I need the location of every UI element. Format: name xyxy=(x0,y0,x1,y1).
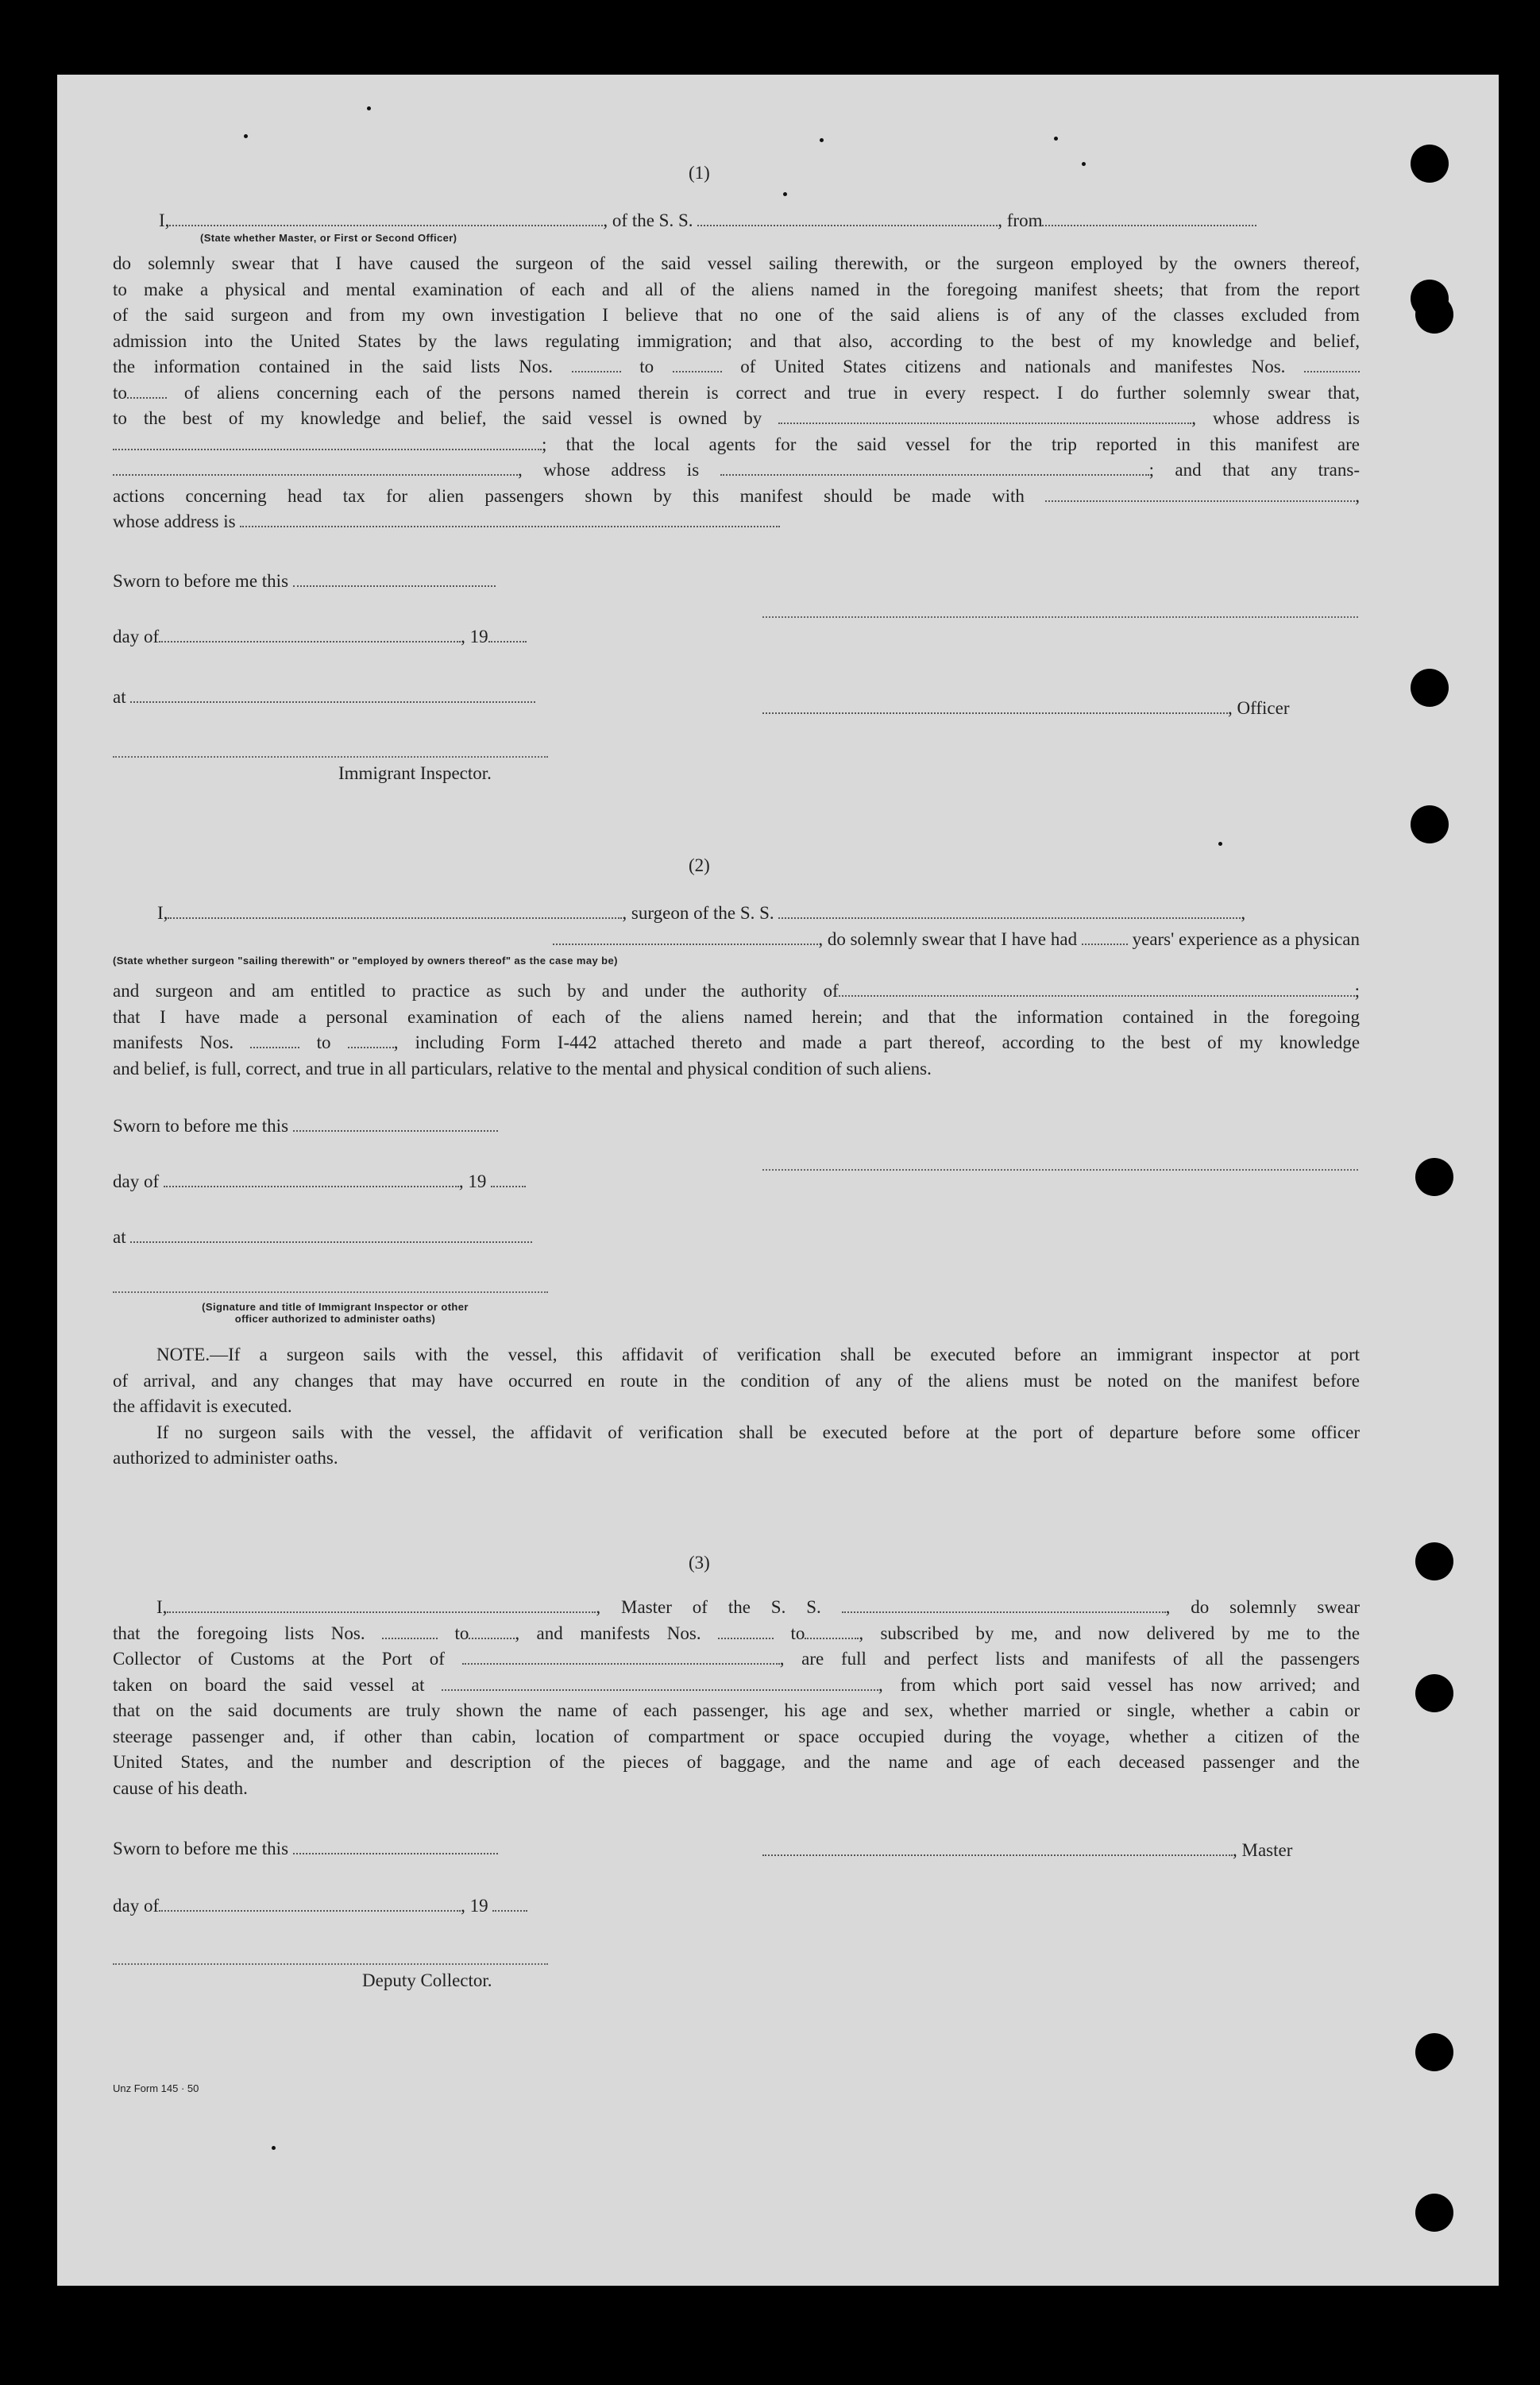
text-i: I, xyxy=(159,210,170,230)
s2-month-field[interactable] xyxy=(164,1173,459,1187)
s2-manifest-to-field[interactable] xyxy=(348,1034,394,1048)
s2-at-line: at xyxy=(113,1225,532,1251)
s1-line-head-tax: actions concerning head tax for alien passengers shown by this manifest should be made with , xyxy=(113,485,1361,506)
s3-line-master: I, , Master of the S. S. , do solemnly swear xyxy=(156,1597,1361,1617)
s2-manifest-from-field[interactable] xyxy=(250,1034,299,1048)
note-line: NOTE.—If a surgeon sails with the vessel, this affidavit of verification shall be executed before an immigrant inspector at port xyxy=(156,1345,1360,1364)
s3-line: United States, and the number and description of the pieces of baggage, and the name and age of each deceased passenger and the xyxy=(113,1752,1360,1772)
s2-inspector-signature-line[interactable] xyxy=(113,1291,548,1293)
note-line: authorized to administer oaths. xyxy=(113,1448,338,1468)
s3-deputy-signature-line[interactable] xyxy=(113,1963,548,1965)
binder-hole xyxy=(1415,1542,1453,1580)
s2-line: and belief, is full, correct, and true in all particulars, relative to the mental and physical condition of such aliens. xyxy=(113,1058,932,1079)
s3-year-field[interactable] xyxy=(492,1897,527,1912)
binder-hole xyxy=(1415,2194,1453,2232)
head-tax-address-field[interactable] xyxy=(240,513,780,527)
s3-deputy-label: Deputy Collector. xyxy=(362,1970,492,1990)
binder-hole xyxy=(1411,805,1449,843)
s1-line-address: whose address is xyxy=(113,509,1360,535)
s3-master-line: , Master xyxy=(762,1838,1292,1864)
text-from: , from xyxy=(998,210,1043,230)
binder-hole xyxy=(1415,2033,1453,2071)
binder-hole xyxy=(1415,1674,1453,1712)
scan-speck xyxy=(1082,162,1086,166)
note-line: of arrival, and any changes that may have occurred en route in the condition of any of the aliens must be noted on the manifest before xyxy=(113,1370,1360,1391)
s1-line-aliens: to of aliens concerning each of the persons named therein is correct and true in every respect. I do further solemnly swear that, xyxy=(113,382,1360,403)
s1-line: admission into the United States by the laws regulating immigration; and that also, according to the best of my knowledge and belief, xyxy=(113,330,1360,351)
owner-field[interactable] xyxy=(778,410,1191,424)
s3-lists-to-field[interactable] xyxy=(469,1625,515,1639)
s1-officer-field[interactable] xyxy=(762,700,1228,714)
s2-surgeon-signature-line[interactable] xyxy=(762,1169,1358,1171)
s1-line-lists: the information contained in the said lists Nos. to of United States citizens and nationals and manifestes Nos. xyxy=(113,354,1360,380)
s3-line: that on the said documents are truly shown the name of each passenger, his age and sex, whether married or single, whether a cabin or xyxy=(113,1700,1360,1720)
section-2-number: (2) xyxy=(689,855,710,875)
s3-line-lists: that the foregoing lists Nos. to , and manifests Nos. to , subscribed by me, and now delivered by me to the xyxy=(113,1623,1361,1643)
scan-speck xyxy=(820,138,824,142)
s1-line: do solemnly swear that I have caused the surgeon of the said vessel sailing therewith, or the surgeon employed by the owners thereof, xyxy=(113,253,1360,273)
owner-address-field[interactable] xyxy=(113,436,542,450)
s1-sworn-day-field[interactable] xyxy=(293,573,496,587)
text-of-ss: , of the S. S. xyxy=(603,210,693,230)
authority-field[interactable] xyxy=(839,982,1355,997)
scan-speck xyxy=(1218,842,1222,846)
s3-lists-from-field[interactable] xyxy=(382,1625,438,1639)
s1-day-line: day of , 19 xyxy=(113,624,527,650)
s1-month-field[interactable] xyxy=(159,628,461,643)
affidavit-page xyxy=(57,75,1499,2286)
s3-manifests-to-field[interactable] xyxy=(805,1625,859,1639)
departure-port-field[interactable] xyxy=(442,1677,878,1691)
agents-address-field[interactable] xyxy=(720,461,1149,476)
scan-speck xyxy=(272,2146,276,2150)
section-1-header-line xyxy=(159,208,1256,234)
s2-swear-line: , do solemnly swear that I have had years' experience as a physican xyxy=(367,927,1360,953)
s1-inspector-signature-line[interactable] xyxy=(113,756,548,758)
scan-speck xyxy=(244,134,248,138)
section-1-paragraph xyxy=(113,251,1360,535)
s2-place-field[interactable] xyxy=(130,1229,532,1243)
master-name-field[interactable] xyxy=(167,1599,596,1613)
note-line: If no surgeon sails with the vessel, the affidavit of verification shall be executed before at the port of departure before some officer xyxy=(156,1422,1360,1442)
surgeon-name-field[interactable] xyxy=(168,905,622,919)
head-tax-field[interactable] xyxy=(1045,488,1355,502)
manifests-to-field[interactable] xyxy=(127,384,167,399)
s2-day-line: day of , 19 xyxy=(113,1169,526,1195)
s1-line: to make a physical and mental examination of each and all of the aliens named in the foregoing manifest sheets; that from the report xyxy=(113,279,1360,299)
s2-header-line: I, , surgeon of the S. S. , xyxy=(157,903,1246,923)
s1-line: of the said surgeon and from my own investigation I believe that no one of the said aliens is of any of the classes excluded from xyxy=(113,305,1360,325)
s1-line-owner: to the best of my knowledge and belief, the said vessel is owned by , whose address is xyxy=(113,408,1360,428)
s2-sworn-day-field[interactable] xyxy=(293,1117,498,1132)
s3-line: cause of his death. xyxy=(113,1777,248,1798)
s1-inspector-label: Immigrant Inspector. xyxy=(338,763,492,783)
s3-master-signature-field[interactable] xyxy=(762,1842,1233,1856)
s2-line: that I have made a personal examination of each of the aliens named herein; and that the information contained in the foregoing xyxy=(113,1006,1360,1027)
scan-speck xyxy=(783,192,787,196)
s1-sworn-line: Sworn to before me this xyxy=(113,569,496,595)
s1-officer-signature-line[interactable] xyxy=(762,616,1358,618)
manifests-from-field[interactable] xyxy=(1304,358,1360,372)
surgeon-type-note: (State whether surgeon "sailing therewith" or "employed by owners thereof" as the case may be) xyxy=(113,955,618,967)
s1-line-agents-address: , whose address is ; and that any trans- xyxy=(113,457,1360,484)
s3-sworn-day-field[interactable] xyxy=(293,1840,498,1854)
customs-port-field[interactable] xyxy=(462,1650,780,1665)
form-number: Unz Form 145 · 50 xyxy=(113,2082,199,2094)
s3-sworn-line: Sworn to before me this xyxy=(113,1836,498,1862)
s3-month-field[interactable] xyxy=(159,1897,461,1912)
s1-place-field[interactable] xyxy=(130,689,535,703)
years-field[interactable] xyxy=(1082,931,1128,945)
note-line: the affidavit is executed. xyxy=(113,1396,292,1416)
s3-day-line: day of , 19 xyxy=(113,1893,527,1920)
s3-vessel-field[interactable] xyxy=(842,1599,1166,1613)
s2-signature-note: (Signature and title of Immigrant Inspector or other officer authorized to administer oaths) xyxy=(202,1301,469,1325)
section-1-number: (1) xyxy=(689,163,710,183)
s2-surgeon-type-field[interactable] xyxy=(553,931,818,945)
s1-year-field[interactable] xyxy=(488,628,527,643)
section-2-paragraph xyxy=(113,978,1360,1082)
section-3-number: (3) xyxy=(689,1553,710,1573)
s3-line-taken: taken on board the said vessel at , from which port said vessel has now arrived; and xyxy=(113,1674,1360,1695)
note-paragraph xyxy=(113,1342,1360,1472)
s1-line-agents: ; that the local agents for the said vessel for the trip reported in this manifest are xyxy=(113,432,1360,458)
lists-to-field[interactable] xyxy=(673,358,722,372)
scan-speck xyxy=(367,106,371,110)
s1-at-line: at xyxy=(113,685,535,711)
section-3-paragraph xyxy=(113,1595,1360,1801)
officer-rank-note: (State whether Master, or First or Second Officer) xyxy=(200,232,457,244)
lists-from-field[interactable] xyxy=(572,358,621,372)
s2-sworn-line: Sworn to before me this xyxy=(113,1113,498,1140)
s2-line-authority: and surgeon and am entitled to practice as such by and under the authority of ; xyxy=(113,981,1360,1001)
agents-field[interactable] xyxy=(113,461,518,476)
binder-hole xyxy=(1411,145,1449,183)
s3-line-port: Collector of Customs at the Port of , are full and perfect lists and manifests of all the passengers xyxy=(113,1649,1360,1669)
from-port-field[interactable] xyxy=(1042,212,1256,226)
s2-line-manifests: manifests Nos. to , including Form I-442 attached thereto and made a part thereof, according to the best of my knowledge xyxy=(113,1032,1361,1052)
vessel-name-field[interactable] xyxy=(697,212,998,226)
binder-hole xyxy=(1415,295,1453,334)
binder-hole xyxy=(1415,1158,1453,1196)
s2-year-field[interactable] xyxy=(491,1173,526,1187)
s2-vessel-field[interactable] xyxy=(778,905,1241,919)
s3-line: steerage passenger and, if other than cabin, location of compartment or space occupied during the voyage, whether a citizen of the xyxy=(113,1726,1360,1746)
officer-name-field[interactable] xyxy=(169,212,603,226)
s1-officer-line: , Officer xyxy=(762,696,1289,722)
binder-hole xyxy=(1411,669,1449,707)
scan-speck xyxy=(1054,137,1058,141)
s3-manifests-from-field[interactable] xyxy=(718,1625,774,1639)
